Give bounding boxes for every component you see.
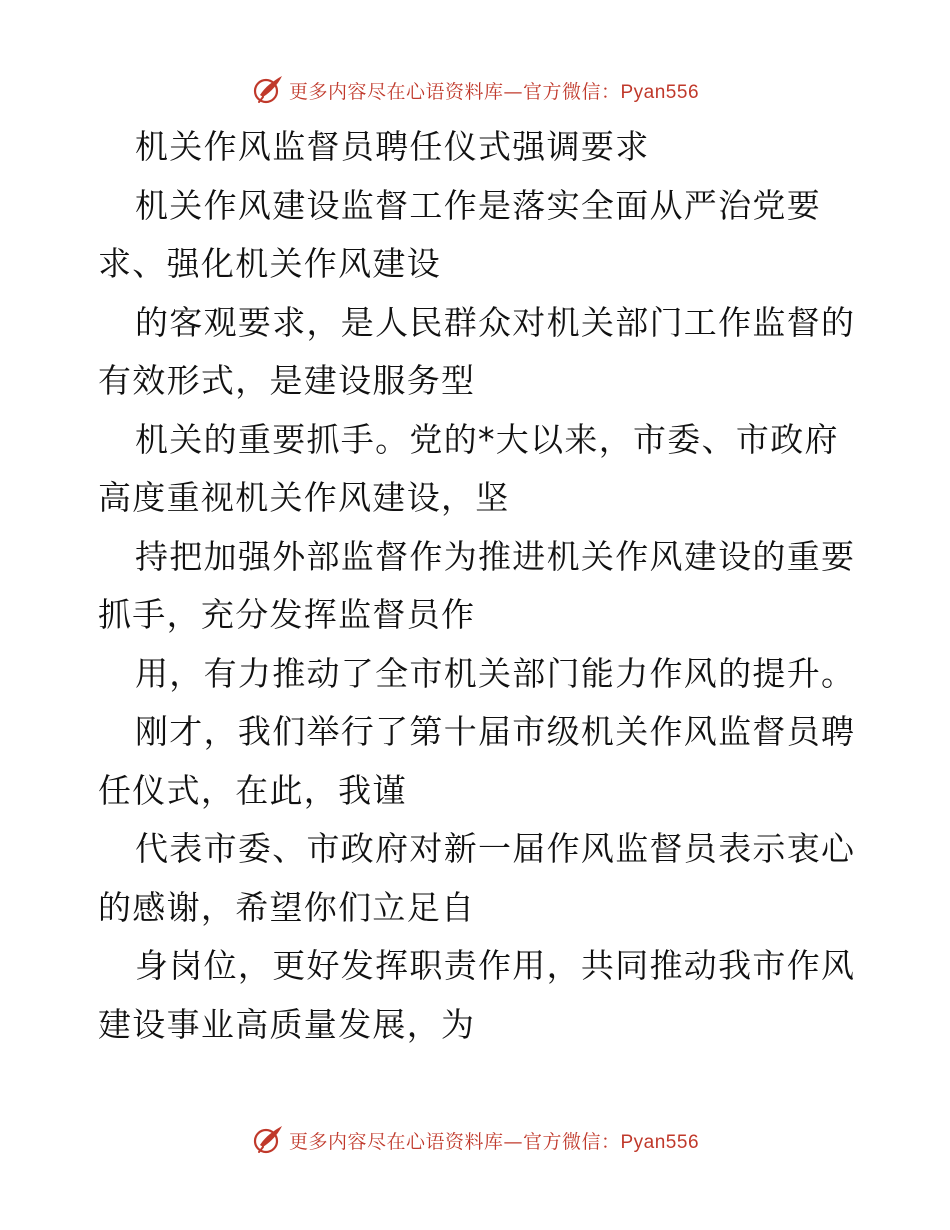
header-watermark (0, 70, 950, 110)
paragraph-line: 抓手，充分发挥监督员作 (98, 595, 476, 634)
watermark-text (289, 77, 699, 104)
footer-watermark (0, 1120, 950, 1160)
paragraph-line: 机关作风建设监督工作是落实全面从严治党要 (135, 185, 821, 225)
paragraph-line: 的客观要求，是人民群众对机关部门工作监督的 (135, 302, 856, 342)
paragraph-line: 机关的重要抓手。党的*大以来，市委、市政府 (135, 419, 839, 459)
document-title: 机关作风监督员聘任仪式强调要求 (135, 127, 650, 166)
paragraph-line: 求、强化机关作风建设 (98, 244, 441, 283)
watermark-suffix: 官方微信： (522, 1130, 621, 1153)
document-body (98, 118, 858, 1054)
paragraph-line: 用，有力推动了全市机关部门能力作风的提升。 (135, 653, 856, 693)
paragraph-line: 持把加强外部监督作为推进机关作风建设的重要 (135, 536, 856, 576)
watermark-text (289, 1127, 699, 1154)
watermark-suffix: 官方微信： (522, 80, 621, 103)
watermark-wechat-id: Pyan556 (620, 1131, 700, 1153)
quill-pen-logo-icon (251, 73, 285, 107)
paragraph-line: 的感谢，希望你们立足自 (98, 887, 476, 927)
watermark-separator: — (503, 1130, 523, 1153)
paragraph-line: 代表市委、市政府对新一届作风监督员表示衷心 (135, 829, 856, 868)
watermark-main: 更多内容尽在心语资料库 (288, 1130, 504, 1153)
paragraph-line: 高度重视机关作风建设，坚 (98, 478, 510, 517)
quill-pen-logo-icon (251, 1123, 285, 1157)
paragraph-line: 建设事业高质量发展，为 (98, 1004, 476, 1044)
paragraph-line: 身岗位，更好发挥职责作用，共同推动我市作风 (135, 946, 856, 985)
watermark-separator: — (503, 80, 523, 103)
watermark-wechat-id: Pyan556 (620, 81, 700, 103)
paragraph-line: 有效形式，是建设服务型 (98, 361, 476, 400)
paragraph-line: 任仪式，在此，我谨 (98, 770, 407, 810)
watermark-main: 更多内容尽在心语资料库 (288, 80, 504, 103)
paragraph-line: 刚才，我们举行了第十届市级机关作风监督员聘 (135, 712, 856, 751)
